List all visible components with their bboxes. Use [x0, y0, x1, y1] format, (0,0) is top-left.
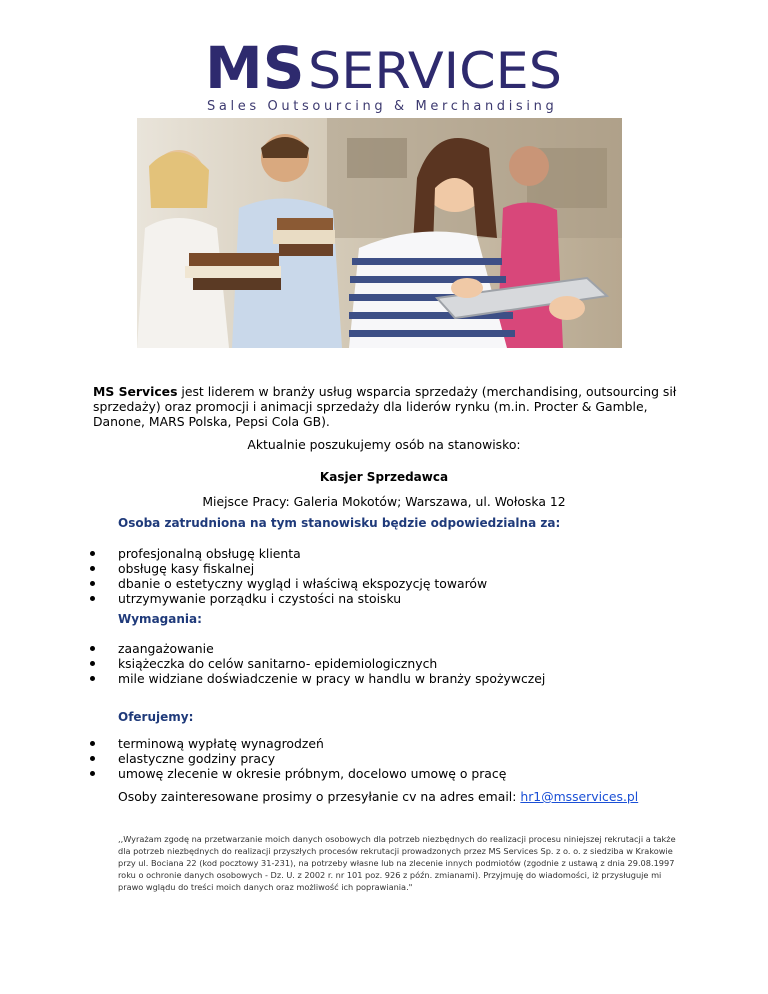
contact-info [118, 789, 638, 804]
list-item-text: zaangażowanie [118, 641, 214, 656]
offer-heading: Oferujemy: [118, 710, 194, 724]
list-item [90, 656, 545, 671]
list-item [90, 641, 545, 656]
list-item [90, 736, 506, 751]
list-item [90, 576, 487, 591]
intro-text: jest liderem w branży usług wsparcia sprzedaży (merchandising, outsourcing sił sprzedaży) oraz promocji i animacji sprzedaży dla liderów rynku (m.in. Procter & Gamble, Danone, MARS Polska, Pepsi Cola GB). [93, 384, 677, 429]
logo-ms-text: MS [205, 40, 305, 102]
looking-for-text: Aktualnie poszukujemy osób na stanowisko: [247, 437, 521, 452]
list-item-text: obsługę kasy fiskalnej [118, 561, 255, 576]
list-item-text: utrzymywanie porządku i czystości na stoisku [118, 591, 402, 606]
logo-services-text: SERVICES [308, 42, 562, 100]
list-item-text: dbanie o estetyczny wygląd i właściwą ekspozycję towarów [118, 576, 488, 591]
bullet-icon [90, 596, 95, 601]
list-item-text: profesjonalną obsługę klienta [118, 546, 301, 561]
bullet-icon [90, 676, 95, 681]
bullet-icon [90, 581, 95, 586]
list-item-text: książeczka do celów sanitarno- epidemiologicznych [118, 656, 438, 671]
list-item [90, 546, 487, 561]
list-item [90, 751, 506, 766]
bullet-icon [90, 756, 95, 761]
ms-services-logo [205, 40, 565, 114]
bullet-icon [90, 566, 95, 571]
list-item-text: elastyczne godziny pracy [118, 751, 276, 766]
contact-text: Osoby zainteresowane prosimy o przesyłanie cv na adres email: [118, 789, 521, 804]
bullet-icon [90, 741, 95, 746]
offer-list [90, 736, 506, 781]
email-link[interactable]: hr1@msservices.pl [520, 789, 639, 804]
requirements-list [90, 641, 545, 686]
work-location: Miejsce Pracy: Galeria Mokotów; Warszawa, ul. Wołoska 12 [202, 494, 566, 509]
hero-photo [137, 118, 622, 348]
logo-tagline: Sales Outsourcing & Merchandising [207, 99, 557, 114]
data-consent-clause: ,,Wyrażam zgodę na przetwarzanie moich danych osobowych dla potrzeb niezbędnych do realizacji procesu niniejszej rekrutacji a także dla potrzeb niezbędnych do realizacji przyszłych procesów rekrutacji prowadzonych przez MS Services Sp. z o. o. z siedziba w Krakowie przy ul. Bociana 22 (kod pocztowy 31-231), na potrzeby własne lub na zlecenie innych podmiotów (zgodnie z ustawą z dnia 29.08.1997 roku o ochronie danych osobowych - Dz. U. z 2002 r. nr 101 poz. 926 z późn. zmianami). Przyjmuję do wiadomości, iż przysługuje mi prawo wglądu do treści moich danych oraz możliwość ich poprawiania." [118, 834, 676, 892]
bullet-icon [90, 646, 95, 651]
list-item-text: mile widziane doświadczenie w pracy w handlu w branży spożywczej [118, 671, 546, 686]
bullet-icon [90, 551, 95, 556]
list-item-text: terminową wypłatę wynagrodzeń [118, 736, 324, 751]
list-item [90, 561, 487, 576]
job-title: Kasjer Sprzedawca [319, 470, 449, 484]
bullet-icon [90, 661, 95, 666]
list-item [90, 591, 487, 606]
company-name: MS Services [93, 384, 178, 399]
list-item [90, 766, 506, 781]
list-item [90, 671, 545, 686]
company-intro [93, 384, 683, 429]
responsibilities-heading: Osoba zatrudniona na tym stanowisku będzie odpowiedzialna za: [118, 516, 561, 530]
bullet-icon [90, 771, 95, 776]
list-item-text: umowę zlecenie w okresie próbnym, docelowo umowę o pracę [118, 766, 507, 781]
responsibilities-list [90, 546, 487, 606]
requirements-heading: Wymagania: [118, 612, 202, 626]
